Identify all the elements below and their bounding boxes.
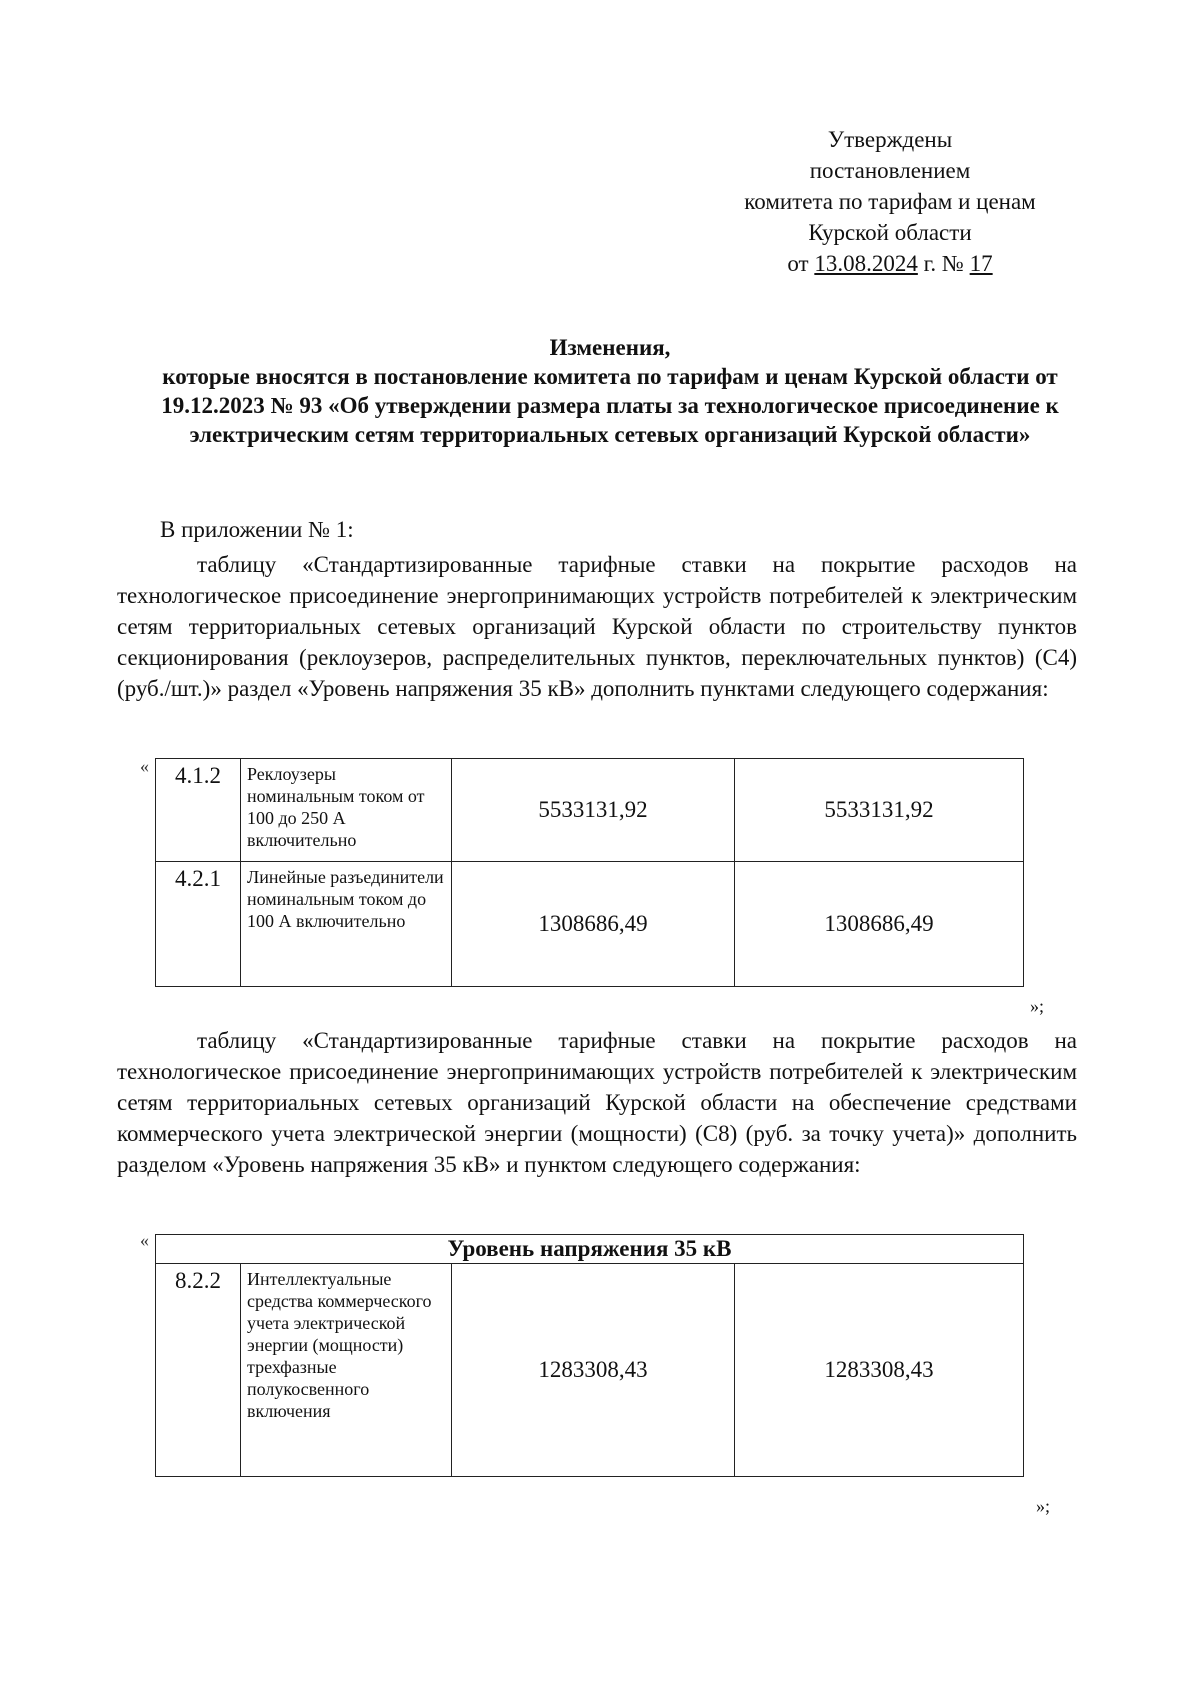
section-title: Уровень напряжения 35 кВ — [156, 1235, 1024, 1264]
paragraph-1 — [117, 549, 1077, 704]
row-value-1: 1308686,49 — [452, 862, 735, 987]
table-c8 — [155, 1234, 1024, 1477]
paragraph-2 — [117, 1025, 1077, 1180]
approval-stamp — [720, 124, 1060, 279]
approval-line1: Утверждены — [827, 127, 953, 152]
heading-line1: Изменения, — [549, 335, 671, 360]
row-name: Реклоузеры номинальным током от 100 до 250 А включительно — [241, 759, 452, 862]
heading-line2: которые вносятся в постановление комитета по тарифам и ценам Курской области от 19.12.2023 № 93 «Об утверждении размера платы за технологическое присоединение к электрическим сетям территориальных сетевых организаций Курской области» — [161, 364, 1059, 447]
document-heading — [130, 333, 1090, 449]
row-number: 8.2.2 — [156, 1264, 241, 1477]
approval-date: 13.08.2024 — [814, 251, 918, 276]
paragraph-2-text: таблицу «Стандартизированные тарифные ставки на покрытие расходов на технологическое присоединение энергопринимающих устройств потребителей к электрическим сетям территориальных сетевых организаций Курской области на обеспечение средствами коммерческого учета электрической энергии (мощности) (С8) (руб. за точку учета)» дополнить разделом «Уровень напряжения 35 кВ» и пунктом следующего содержания: — [117, 1028, 1077, 1177]
row-value-1: 1283308,43 — [452, 1264, 735, 1477]
table-row — [156, 862, 1024, 987]
table2-open-quote: « — [140, 1230, 149, 1250]
row-value-2: 5533131,92 — [735, 759, 1024, 862]
table1-close-quote: »; — [1030, 996, 1045, 1016]
table2-close-quote: »; — [1036, 1496, 1051, 1516]
approval-date-line — [720, 248, 1060, 279]
approval-line3: комитета по тарифам и ценам — [744, 189, 1036, 214]
row-value-2: 1308686,49 — [735, 862, 1024, 987]
approval-date-prefix: от — [787, 251, 809, 276]
row-name: Линейные разъединители номинальным током до 100 А включительно — [241, 862, 452, 987]
row-value-2: 1283308,43 — [735, 1264, 1024, 1477]
approval-date-suffix: г. № — [923, 251, 964, 276]
table-section-row — [156, 1235, 1024, 1264]
table-row — [156, 1264, 1024, 1477]
approval-number: 17 — [969, 251, 993, 276]
row-name: Интеллектуальные средства коммерческого учета электрической энергии (мощности) трехфазные полукосвенного включения — [241, 1264, 452, 1477]
paragraph-1-text: таблицу «Стандартизированные тарифные ставки на покрытие расходов на технологическое присоединение энергопринимающих устройств потребителей к электрическим сетям территориальных сетевых организаций Курской области по строительству пунктов секционирования (реклоузеров, распределительных пунктов, переключательных пунктов) (С4) (руб./шт.)» раздел «Уровень напряжения 35 кВ» дополнить пунктами следующего содержания: — [117, 552, 1077, 701]
row-number: 4.1.2 — [156, 759, 241, 862]
approval-line4: Курской области — [808, 220, 972, 245]
row-value-1: 5533131,92 — [452, 759, 735, 862]
intro-text: В приложении № 1: — [160, 517, 354, 542]
row-number: 4.2.1 — [156, 862, 241, 987]
table1-open-quote: « — [140, 756, 149, 776]
approval-line2: постановлением — [809, 158, 971, 183]
table-row — [156, 759, 1024, 862]
table-c4 — [155, 758, 1024, 987]
